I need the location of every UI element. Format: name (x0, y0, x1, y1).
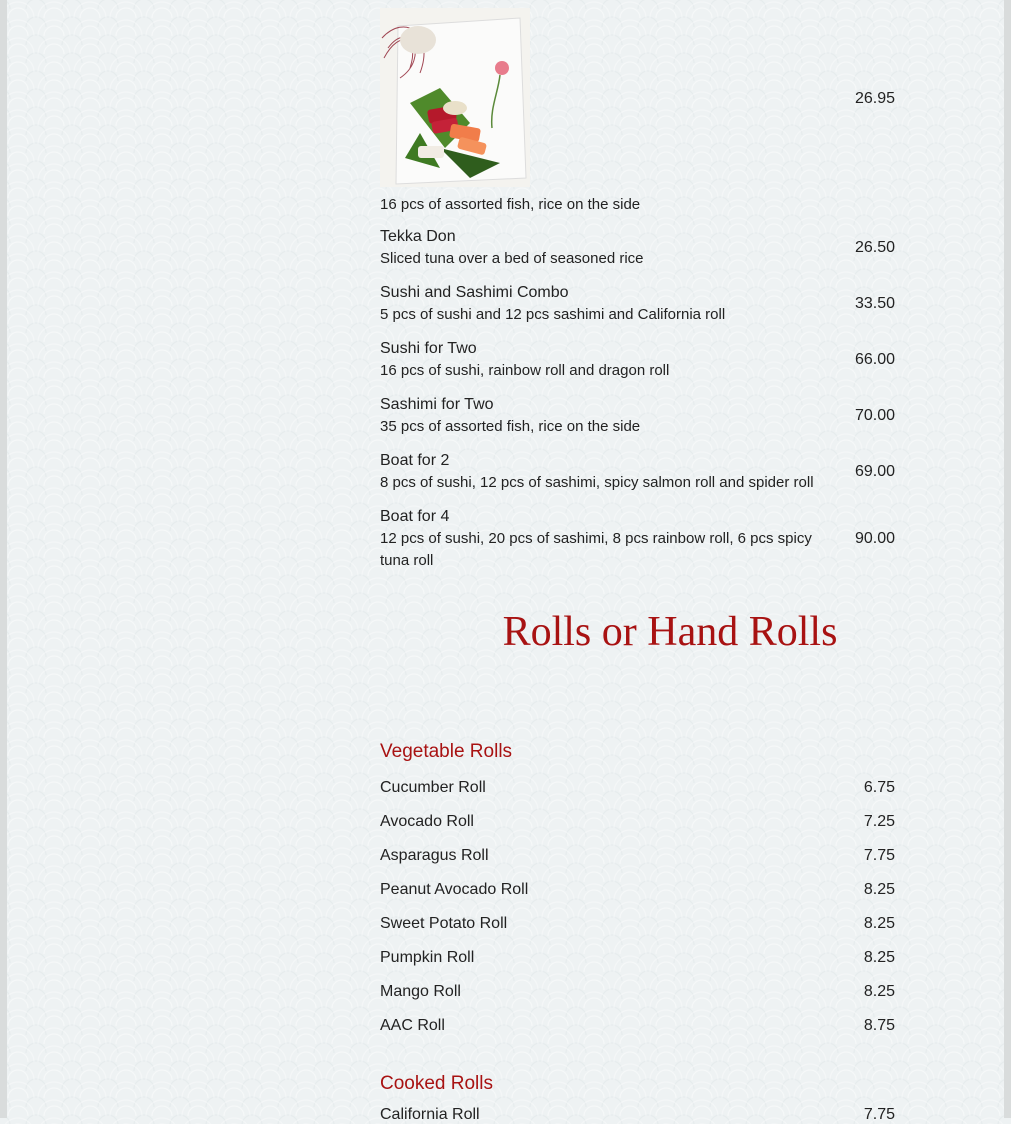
featured-item-description: 16 pcs of assorted fish, rice on the side (380, 196, 641, 213)
menu-content (380, 0, 895, 1123)
roll-name: Sweet Potato Roll (380, 915, 508, 932)
roll-item (380, 779, 895, 797)
menu-item-description: 16 pcs of sushi, rainbow roll and dragon roll (380, 362, 670, 379)
roll-item (380, 813, 895, 831)
roll-price: 8.75 (863, 1017, 895, 1034)
menu-item-description: 35 pcs of assorted fish, rice on the side (380, 418, 641, 435)
roll-name: Avocado Roll (380, 813, 474, 830)
menu-item (380, 394, 895, 438)
sashimi-platter-image (380, 8, 530, 187)
menu-item-name: Sushi for Two (380, 340, 477, 357)
menu-item-price: 66.00 (854, 351, 895, 368)
roll-name: AAC Roll (380, 1017, 445, 1034)
roll-item (380, 983, 895, 1001)
menu-item (380, 338, 895, 382)
page-edge-right (1004, 0, 1011, 1118)
menu-item-price: 26.50 (854, 239, 895, 256)
roll-price: 7.25 (863, 813, 895, 830)
menu-item-description: 8 pcs of sushi, 12 pcs of sashimi, spicy salmon roll and spider roll (380, 474, 814, 491)
page-edge-left (0, 0, 7, 1118)
roll-name: California Roll (380, 1106, 480, 1123)
menu-item-name: Sashimi for Two (380, 396, 494, 413)
roll-name: Cucumber Roll (380, 779, 486, 796)
roll-name: Mango Roll (380, 983, 461, 1000)
featured-item (380, 0, 895, 217)
category-title-vegetable: Vegetable Rolls (380, 741, 513, 762)
roll-price: 8.25 (863, 881, 895, 898)
menu-item-description: 12 pcs of sushi, 20 pcs of sashimi, 8 pcs rainbow roll, 6 pcs spicy tuna roll (380, 530, 812, 569)
roll-price: 7.75 (863, 847, 895, 864)
roll-item (380, 1017, 895, 1035)
roll-item (380, 847, 895, 865)
menu-item-price: 33.50 (854, 295, 895, 312)
roll-price: 7.75 (863, 1106, 895, 1123)
section-title: Rolls or Hand Rolls (502, 609, 838, 655)
menu-item-name: Tekka Don (380, 228, 456, 245)
category-title-cooked: Cooked Rolls (380, 1073, 493, 1094)
menu-item-description: 5 pcs of sushi and 12 pcs sashimi and California roll (380, 306, 726, 323)
menu-item-price: 90.00 (854, 530, 895, 547)
menu-item (380, 282, 895, 326)
menu-item-description: Sliced tuna over a bed of seasoned rice (380, 250, 644, 267)
menu-item-name: Sushi and Sashimi Combo (380, 284, 569, 301)
roll-price: 6.75 (863, 779, 895, 796)
menu-item-price: 69.00 (854, 463, 895, 480)
roll-name: Asparagus Roll (380, 847, 489, 864)
roll-name: Pumpkin Roll (380, 949, 475, 966)
roll-item (380, 881, 895, 899)
roll-item (380, 915, 895, 933)
menu-item (380, 450, 895, 494)
menu-item (380, 226, 895, 270)
roll-price: 8.25 (863, 983, 895, 1000)
featured-item-price: 26.95 (854, 90, 895, 107)
roll-item (380, 949, 895, 967)
roll-price: 8.25 (863, 949, 895, 966)
menu-item-name: Boat for 2 (380, 452, 450, 469)
roll-price: 8.25 (863, 915, 895, 932)
menu-item-price: 70.00 (854, 407, 895, 424)
menu-item (380, 506, 895, 572)
menu-item-name: Boat for 4 (380, 508, 450, 525)
roll-name: Peanut Avocado Roll (380, 881, 529, 898)
roll-item (380, 1106, 895, 1124)
